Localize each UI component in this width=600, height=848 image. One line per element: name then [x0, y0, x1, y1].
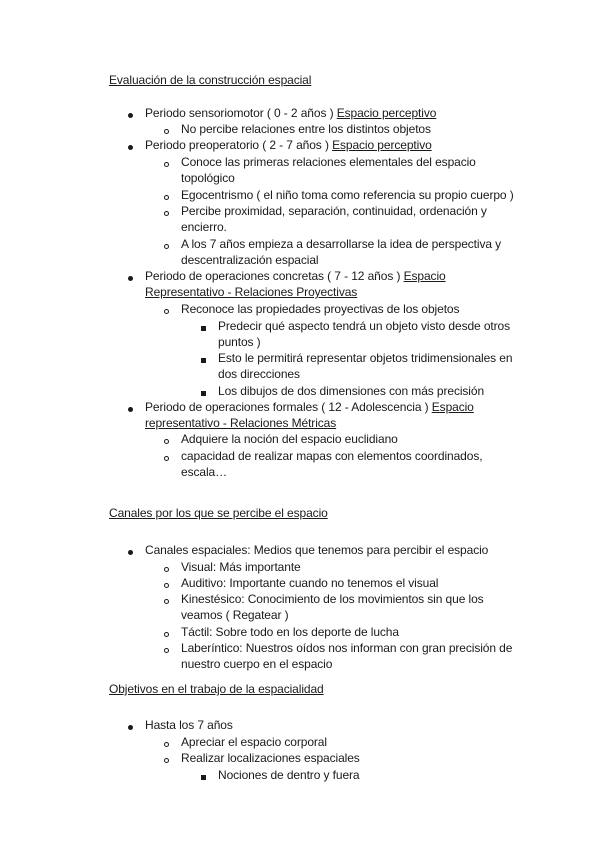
list-item: Periodo de operaciones formales ( 12 - Adolescencia ) Espacio [145, 400, 474, 414]
bullet-disc [128, 550, 133, 555]
list-item: Percibe proximidad, separación, continuidad, ordenación y [181, 204, 487, 218]
bullet-square [201, 775, 206, 780]
list-item: Visual: Más importante [181, 560, 301, 574]
list-item: Periodo sensoriomotor ( 0 - 2 años ) Espacio perceptivo [145, 106, 437, 120]
bullet-square [201, 391, 206, 396]
list-item-continuation: topológico [181, 171, 235, 185]
list-item: Adquiere la noción del espacio euclidiano [181, 432, 398, 446]
bullet-circle [164, 742, 169, 747]
bullet-circle [164, 632, 169, 637]
list-item: Los dibujos de dos dimensiones con más precisión [218, 384, 485, 398]
bullet-circle [164, 599, 169, 604]
list-item: Periodo de operaciones concretas ( 7 - 12 años ) Espacio [145, 269, 446, 283]
list-item: No percibe relaciones entre los distintos objetos [181, 122, 431, 136]
bullet-disc [128, 725, 133, 730]
bullet-square [201, 358, 206, 363]
list-item: Egocentrismo ( el niño toma como referencia su propio cuerpo ) [181, 188, 514, 202]
bullet-disc [128, 113, 133, 118]
list-item-continuation: descentralización espacial [181, 253, 319, 267]
bullet-circle [164, 758, 169, 763]
list-item: Laberíntico: Nuestros oídos nos informan con gran precisión de [181, 641, 513, 655]
section-heading: Canales por los que se percibe el espacio [109, 506, 328, 520]
list-item: capacidad de realizar mapas con elementos coordinados, [181, 449, 483, 463]
bullet-circle [164, 456, 169, 461]
list-item: Periodo preoperatorio ( 2 - 7 años ) Espacio perceptivo [145, 138, 432, 152]
list-item-link: Espacio perceptivo [332, 138, 432, 152]
bullet-circle [164, 648, 169, 653]
section-heading: Evaluación de la construcción espacial [109, 73, 312, 87]
list-item: Apreciar el espacio corporal [181, 735, 327, 749]
list-item: Realizar localizaciones espaciales [181, 751, 360, 765]
list-item: Hasta los 7 años [145, 718, 233, 732]
list-item: Canales espaciales: Medios que tenemos para percibir el espacio [145, 543, 489, 557]
list-item-continuation: encierro. [181, 220, 227, 234]
list-item-link-continuation: representativo - Relaciones Métricas [145, 416, 337, 430]
bullet-circle [164, 439, 169, 444]
list-item-continuation: puntos ) [218, 335, 261, 349]
list-item: Nociones de dentro y fuera [218, 768, 360, 782]
list-item: Predecir qué aspecto tendrá un objeto visto desde otros [218, 319, 511, 333]
list-item: A los 7 años empieza a desarrollarse la idea de perspectiva y [181, 237, 502, 251]
section-heading: Objetivos en el trabajo de la espacialidad [109, 682, 324, 696]
list-item-link: Espacio [403, 269, 446, 283]
bullet-circle [164, 567, 169, 572]
bullet-circle [164, 583, 169, 588]
list-item-link: Espacio perceptivo [336, 106, 437, 120]
list-item-link: Espacio [431, 400, 474, 414]
list-item-continuation: veamos ( Regatear ) [181, 608, 289, 622]
list-item: Kinestésico: Conocimiento de los movimientos sin que los [181, 592, 484, 606]
list-item: Conoce las primeras relaciones elementales del espacio [181, 155, 476, 169]
bullet-circle [164, 211, 169, 216]
list-item-link-continuation: Representativo - Relaciones Proyectivas [145, 285, 358, 299]
bullet-circle [164, 129, 169, 134]
bullet-circle [164, 309, 169, 314]
bullet-disc [128, 145, 133, 150]
list-item-continuation: dos direcciones [218, 367, 300, 381]
list-item: Esto le permitirá representar objetos tridimensionales en [218, 351, 513, 365]
list-item: Táctil: Sobre todo en los deporte de lucha [181, 625, 399, 639]
bullet-circle [164, 195, 169, 200]
bullet-circle [164, 162, 169, 167]
list-item: Reconoce las propiedades proyectivas de los objetos [181, 302, 460, 316]
list-item-continuation: nuestro cuerpo en el espacio [181, 657, 333, 671]
list-item: Auditivo: Importante cuando no tenemos el visual [181, 576, 439, 590]
bullet-circle [164, 244, 169, 249]
list-item-continuation: escala… [181, 465, 227, 479]
bullet-disc [128, 407, 133, 412]
bullet-square [201, 326, 206, 331]
bullet-disc [128, 276, 133, 281]
